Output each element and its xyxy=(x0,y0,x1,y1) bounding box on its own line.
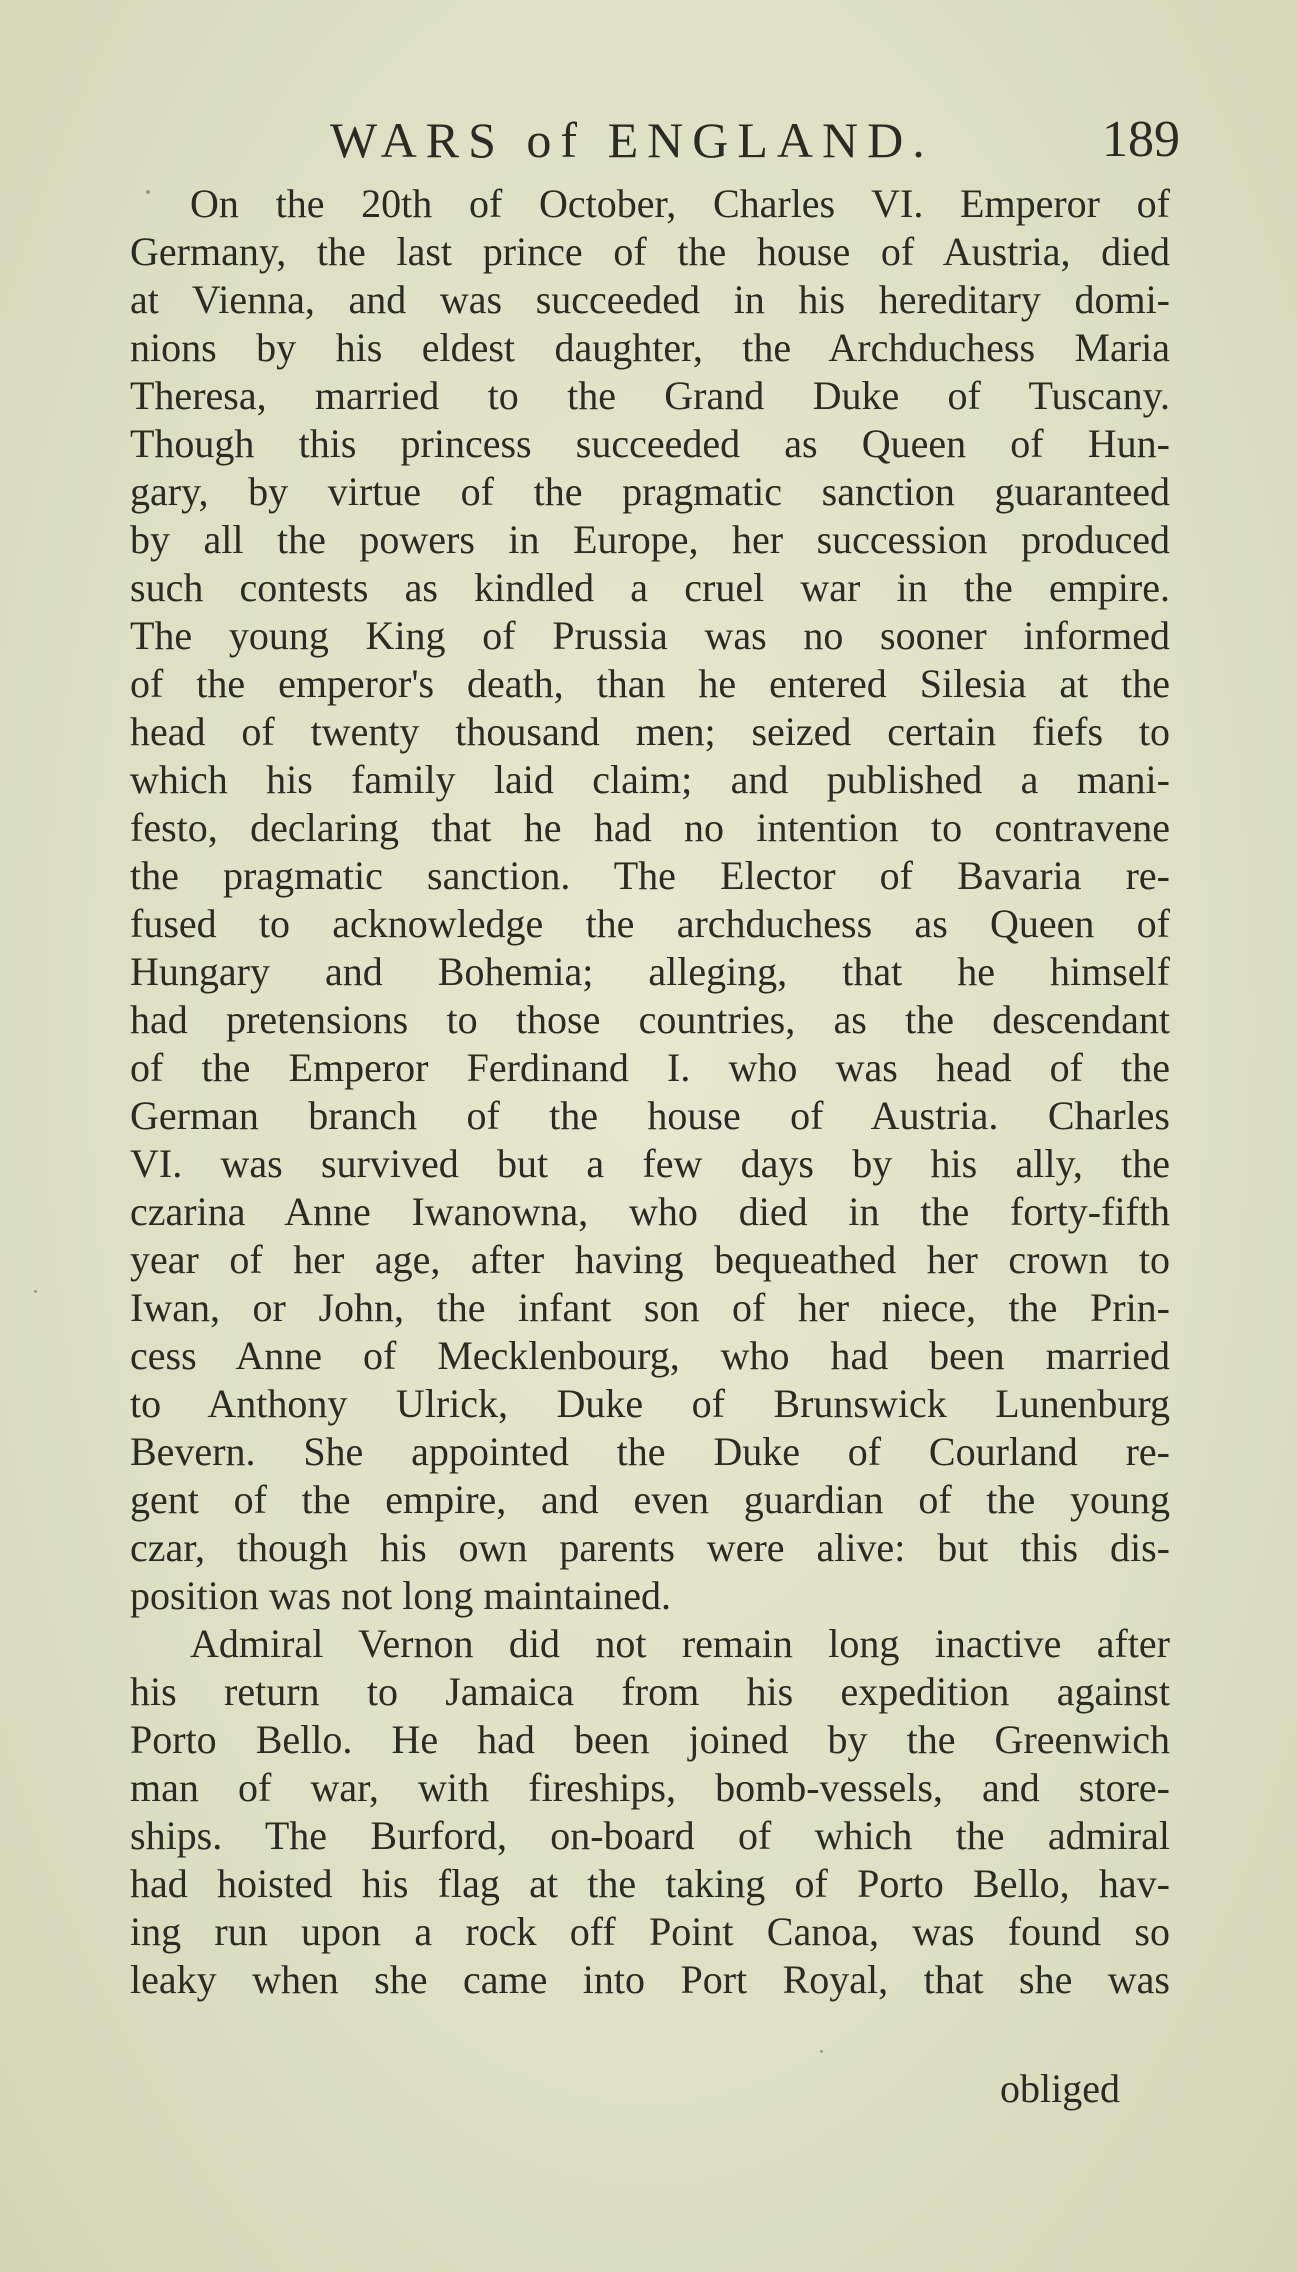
text-line: head of twenty thousand men; seized certain fiefs to xyxy=(130,709,1170,754)
text-line: year of her age, after having bequeathed her crown to xyxy=(130,1237,1170,1282)
text-line: ing run upon a rock off Point Canoa, was found so xyxy=(130,1909,1170,1954)
text-line: VI. was survived but a few days by his ally, the xyxy=(130,1141,1170,1186)
text-line: had pretensions to those countries, as the descendant xyxy=(130,997,1170,1042)
text-line: of the Emperor Ferdinand I. who was head of the xyxy=(130,1045,1170,1090)
text-line: gent of the empire, and even guardian of the young xyxy=(130,1477,1170,1522)
page-number: 189 xyxy=(1102,111,1180,168)
text-line: nions by his eldest daughter, the Archduchess Maria xyxy=(130,325,1170,370)
text-line: position was not long maintained. xyxy=(130,1573,672,1618)
text-line: Hungary and Bohemia; alleging, that he himself xyxy=(130,949,1170,994)
text-line: which his family laid claim; and published a mani- xyxy=(130,757,1170,802)
text-line: of the emperor's death, than he entered Silesia at the xyxy=(130,661,1170,706)
text-line: cess Anne of Mecklenbourg, who had been married xyxy=(130,1333,1170,1378)
text-line: ships. The Burford, on-board of which the admiral xyxy=(130,1813,1170,1858)
paper-speck xyxy=(146,190,150,194)
text-line: German branch of the house of Austria. Charles xyxy=(130,1093,1170,1138)
text-line: On the 20th of October, Charles VI. Emperor of xyxy=(190,181,1170,226)
catchword: obliged xyxy=(1000,2066,1120,2111)
text-line: had hoisted his flag at the taking of Porto Bello, hav- xyxy=(130,1861,1170,1906)
text-line: Bevern. She appointed the Duke of Courland re- xyxy=(130,1429,1170,1474)
text-line: czar, though his own parents were alive: but this dis- xyxy=(130,1525,1170,1570)
text-line: Iwan, or John, the infant son of her niece, the Prin- xyxy=(130,1285,1170,1330)
text-line: leaky when she came into Port Royal, that she was xyxy=(130,1957,1170,2002)
text-line: by all the powers in Europe, her succession produced xyxy=(130,517,1170,562)
text-line: man of war, with fireships, bomb-vessels, and store- xyxy=(130,1765,1170,1810)
text-line: at Vienna, and was succeeded in his hereditary domi- xyxy=(130,277,1170,322)
text-line: Porto Bello. He had been joined by the Greenwich xyxy=(130,1717,1170,1762)
text-line: Admiral Vernon did not remain long inactive after xyxy=(190,1621,1170,1666)
text-line: to Anthony Ulrick, Duke of Brunswick Lunenburg xyxy=(130,1381,1170,1426)
running-head: WARS of ENGLAND. xyxy=(330,112,934,168)
text-line: gary, by virtue of the pragmatic sanction guaranteed xyxy=(130,469,1170,514)
text-line: Though this princess succeeded as Queen of Hun- xyxy=(130,421,1170,466)
text-line: czarina Anne Iwanowna, who died in the forty-fifth xyxy=(130,1189,1170,1234)
page-header xyxy=(330,105,1180,175)
text-line: Theresa, married to the Grand Duke of Tuscany. xyxy=(130,373,1170,418)
text-line: the pragmatic sanction. The Elector of Bavaria re- xyxy=(130,853,1170,898)
paper-speck xyxy=(34,1290,37,1293)
body-text xyxy=(130,180,1170,2004)
text-line: such contests as kindled a cruel war in the empire. xyxy=(130,565,1170,610)
text-line: his return to Jamaica from his expedition against xyxy=(130,1669,1170,1714)
text-line: The young King of Prussia was no sooner informed xyxy=(130,613,1170,658)
text-line: fused to acknowledge the archduchess as Queen of xyxy=(130,901,1170,946)
text-line: festo, declaring that he had no intention to contravene xyxy=(130,805,1170,850)
paper-speck xyxy=(820,2050,823,2053)
text-line: Germany, the last prince of the house of Austria, died xyxy=(130,229,1170,274)
